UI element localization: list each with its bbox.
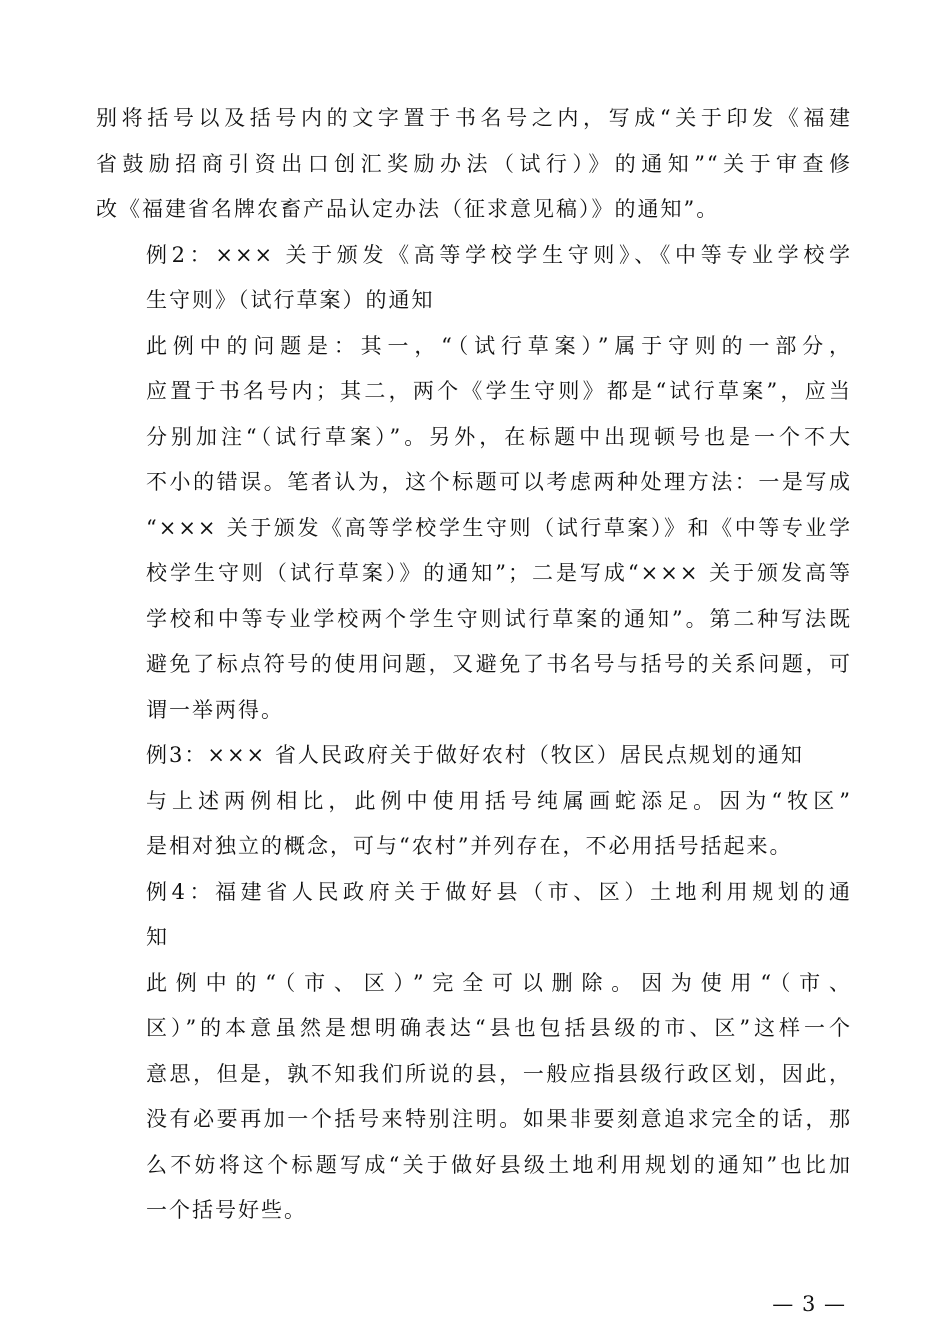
text-line: 没有必要再加一个括号来特别注明。如果非要刻意追求完全的话，那 — [146, 1107, 852, 1131]
text-line: 例2：××× 关于颁发《高等学校学生守则》、《中等专业学校学 — [146, 242, 852, 267]
text-line: “××× 关于颁发《高等学校学生守则（试行草案）》和《中等专业学 — [146, 515, 852, 540]
text-line: 知 — [146, 925, 169, 949]
text-line: 此例中的“（市、区）”完全可以删除。因为使用“（市、 — [146, 970, 852, 995]
paragraph-3 — [96, 324, 852, 734]
text-line: 例4：福建省人民政府关于做好县（市、区）土地利用规划的通 — [146, 879, 852, 904]
text-line: 校学生守则（试行草案）》的通知”；二是写成“××× 关于颁发高等 — [146, 561, 852, 585]
text-line: 不小的错误。笔者认为，这个标题可以考虑两种处理方法：一是写成 — [146, 470, 852, 494]
paragraph-6 — [96, 870, 852, 961]
text-line: 学校和中等专业学校两个学生守则试行草案的通知”。第二种写法既 — [146, 606, 852, 631]
text-line: 一个括号好些。 — [146, 1198, 307, 1222]
page-number: — 3 — — [772, 1292, 846, 1316]
text-line: 应置于书名号内；其二，两个《学生守则》都是“试行草案”，应当 — [146, 379, 852, 403]
document-body — [96, 96, 852, 1234]
text-line: 例3：××× 省人民政府关于做好农村（牧区）居民点规划的通知 — [146, 743, 804, 767]
paragraph-4 — [96, 733, 852, 779]
text-line: 么不妨将这个标题写成“关于做好县级土地利用规划的通知”也比加 — [146, 1152, 852, 1177]
text-line: 此例中的问题是：其一，“（试行草案）”属于守则的一部分， — [146, 333, 852, 358]
text-line: 省鼓励招商引资出口创汇奖励办法（试行）》的通知”“关于审查修 — [96, 151, 852, 176]
text-line: 生守则》（试行草案）的通知 — [146, 288, 435, 312]
text-line: 意思，但是，孰不知我们所说的县，一般应指县级行政区划，因此， — [146, 1061, 852, 1086]
text-line: 改《福建省名牌农畜产品认定办法（征求意见稿）》的通知”。 — [96, 197, 720, 221]
text-line: 分别加注“（试行草案）”。另外，在标题中出现顿号也是一个不大 — [146, 424, 852, 449]
paragraph-7 — [96, 961, 852, 1234]
text-line: 谓一举两得。 — [146, 697, 284, 722]
paragraph-2 — [96, 233, 852, 324]
paragraph-5 — [96, 779, 852, 870]
text-line: 与上述两例相比，此例中使用括号纯属画蛇添足。因为“牧区” — [146, 788, 852, 813]
text-line: 区）”的本意虽然是想明确表达“县也包括县级的市、区”这样一个 — [146, 1016, 852, 1040]
text-line: 避免了标点符号的使用问题，又避免了书名号与括号的关系问题，可 — [146, 652, 852, 676]
text-line: 是相对独立的概念，可与“农村”并列存在，不必用括号括起来。 — [146, 834, 793, 858]
text-line: 别将括号以及括号内的文字置于书名号之内，写成“关于印发《福建 — [96, 106, 852, 130]
paragraph-1 — [96, 96, 852, 233]
